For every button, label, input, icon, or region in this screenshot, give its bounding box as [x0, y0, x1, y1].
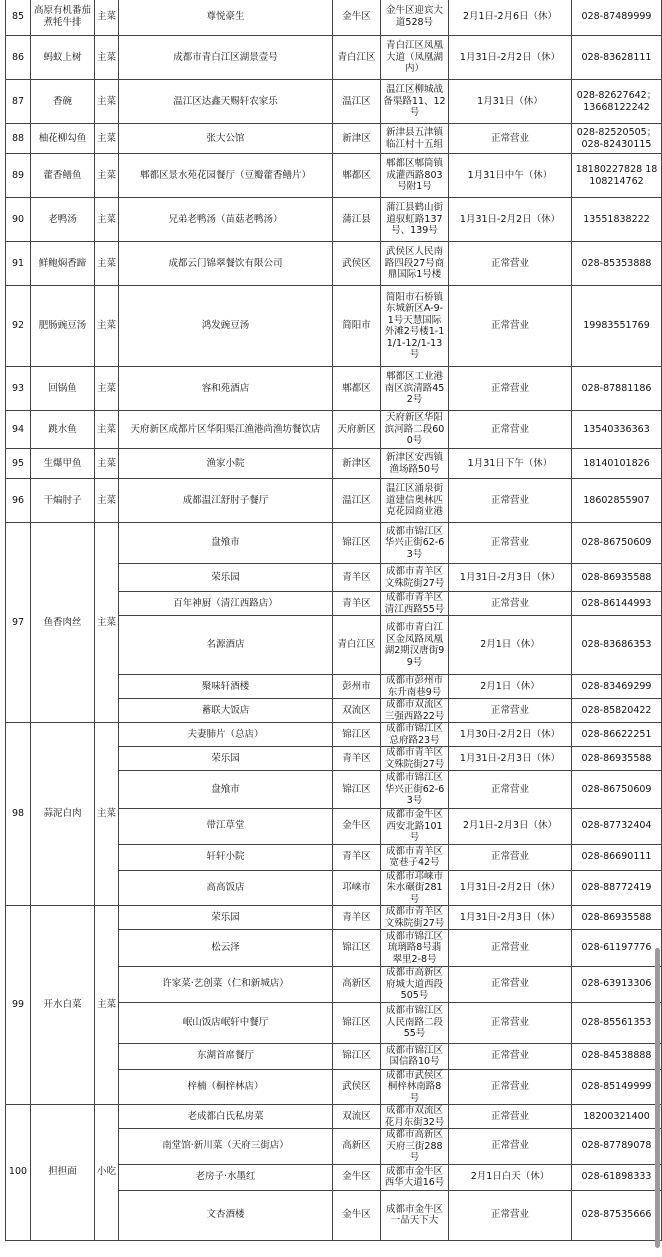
row-number: 100: [6, 1105, 31, 1241]
restaurant-name: 荣乐园: [119, 906, 333, 930]
district: 温江区: [333, 479, 381, 523]
district: 青羊区: [333, 592, 381, 616]
holiday-status: 1月31日-2月3日（休）: [449, 747, 572, 771]
table-row: [6, 1105, 662, 1129]
district: 青羊区: [333, 844, 381, 870]
dish-category: 主菜: [95, 367, 119, 411]
dish-category: 小吃: [95, 1105, 119, 1241]
holiday-status: 1月31日-2月2日（休）: [449, 198, 572, 242]
holiday-status: 1月31日中午（休）: [449, 154, 572, 198]
dish-name: 高原有机番茄煮牦牛排: [31, 0, 95, 36]
dish-name: 生爆甲鱼: [31, 449, 95, 479]
address: 成都市青羊区宽巷子42号: [381, 844, 449, 870]
phone: 028-82520505；028-82430115: [572, 124, 662, 154]
phone: 028-87489999: [572, 0, 662, 36]
row-number: 89: [6, 154, 31, 198]
table-row: [6, 124, 662, 154]
row-number: 95: [6, 449, 31, 479]
holiday-status: 1月31日（休）: [449, 80, 572, 124]
address: 成都市锦江区琉璃路8号翡翠里2-8号: [381, 930, 449, 967]
holiday-status: 正常营业: [449, 844, 572, 870]
restaurant-name: 渔家小院: [119, 449, 333, 479]
restaurant-name: 岷山饭店岷轩中餐厅: [119, 1002, 333, 1043]
dish-name: 肥肠豌豆汤: [31, 286, 95, 367]
holiday-status: 2月1日-2月6日（休）: [449, 0, 572, 36]
district: 金牛区: [333, 0, 381, 36]
district: 新津区: [333, 124, 381, 154]
row-number: 94: [6, 411, 31, 449]
holiday-status: 正常营业: [449, 771, 572, 809]
district: 郫都区: [333, 154, 381, 198]
dish-category: 主菜: [95, 0, 119, 36]
address: 温江区柳城战备渠路11、12号: [381, 80, 449, 124]
district: 简阳市: [333, 286, 381, 367]
restaurant-name: 文杏酒楼: [119, 1190, 333, 1240]
address: 武侯区人民南路四段27号商鼎国际1号楼: [381, 242, 449, 286]
address: 简阳市石桥镇东城新区A-9-1号天慧国际外滩2号楼1-11/1-12/1-13号: [381, 286, 449, 367]
address: 成都市锦江区人民南路二段55号: [381, 1002, 449, 1043]
dish-category: 主菜: [95, 449, 119, 479]
district: 双流区: [333, 1105, 381, 1129]
district: 青白江区: [333, 36, 381, 80]
phone: 028-87732404: [572, 809, 662, 845]
dish-name: 蚂蚁上树: [31, 36, 95, 80]
table-row: [6, 367, 662, 411]
restaurant-name: 盘飧市: [119, 523, 333, 564]
phone: 028-86750609: [572, 523, 662, 564]
phone: 028-61197776: [572, 930, 662, 967]
dish-category: 主菜: [95, 723, 119, 906]
holiday-status: 1月31日-2月2日（休）: [449, 36, 572, 80]
dish-category: 主菜: [95, 523, 119, 723]
phone: 028-83628111: [572, 36, 662, 80]
restaurant-name: 兄弟老鸭汤（苗菇老鸭汤）: [119, 198, 333, 242]
holiday-status: 2月1日（休）: [449, 675, 572, 699]
dish-category: 主菜: [95, 286, 119, 367]
district: 蒲江县: [333, 198, 381, 242]
holiday-status: 正常营业: [449, 1002, 572, 1043]
holiday-status: 正常营业: [449, 1069, 572, 1105]
district: 邛崃市: [333, 870, 381, 906]
restaurant-name: 尊悦豪生: [119, 0, 333, 36]
address: 成都市锦江区总府路23号: [381, 723, 449, 747]
dish-name: 跳水鱼: [31, 411, 95, 449]
dish-name: 藿香鳝鱼: [31, 154, 95, 198]
holiday-status: 正常营业: [449, 523, 572, 564]
holiday-status: 1月31日-2月3日（休）: [449, 564, 572, 592]
district: 锦江区: [333, 1043, 381, 1069]
phone: 028-87881186: [572, 367, 662, 411]
holiday-status: 正常营业: [449, 479, 572, 523]
holiday-status: 1月31日-2月3日（休）: [449, 906, 572, 930]
phone: 028-88772419: [572, 870, 662, 906]
address: 郫都区工业港南区滨清路452号: [381, 367, 449, 411]
address: 成都市青羊区文殊院街27号: [381, 564, 449, 592]
dish-category: 主菜: [95, 411, 119, 449]
phone: 18200321400: [572, 1105, 662, 1129]
address: 成都市青羊区文殊院街27号: [381, 906, 449, 930]
holiday-status: 正常营业: [449, 1043, 572, 1069]
phone: 028-82627642；13668122242: [572, 80, 662, 124]
restaurant-name: 成都云门锦翠餐饮有限公司: [119, 242, 333, 286]
address: 成都市青羊区文殊院街27号: [381, 747, 449, 771]
restaurant-name: 张大公馆: [119, 124, 333, 154]
holiday-status: 正常营业: [449, 1105, 572, 1129]
row-number: 86: [6, 36, 31, 80]
phone: 028-87789078: [572, 1129, 662, 1165]
table-row: [6, 36, 662, 80]
scrollbar[interactable]: [654, 0, 660, 1257]
dish-category: 主菜: [95, 154, 119, 198]
table-row: [6, 80, 662, 124]
phone: 028-84538888: [572, 1043, 662, 1069]
dish-name: 鲜鲍焖香蹄: [31, 242, 95, 286]
district: 青羊区: [333, 564, 381, 592]
address: 成都市双流区三强西路22号: [381, 699, 449, 723]
holiday-status: 正常营业: [449, 124, 572, 154]
restaurant-name: 南堂馆·新川菜（天府三街店）: [119, 1129, 333, 1165]
dish-category: 主菜: [95, 242, 119, 286]
district: 武侯区: [333, 1069, 381, 1105]
address: 成都市高新区府城大道西段505号: [381, 967, 449, 1003]
district: 青羊区: [333, 906, 381, 930]
restaurant-name: 郫都区景水苑花园餐厅（豆瓣藿香鳝片）: [119, 154, 333, 198]
dish-category: 主菜: [95, 36, 119, 80]
phone: 028-87535666: [572, 1190, 662, 1240]
district: 金牛区: [333, 809, 381, 845]
address: 成都市彭州市东升南巷9号: [381, 675, 449, 699]
district: 锦江区: [333, 771, 381, 809]
phone: 18602855907: [572, 479, 662, 523]
address: 金牛区迎宾大道528号: [381, 0, 449, 36]
address: 成都市青白江区金凤路凤凰湖2期汉唐街99号: [381, 616, 449, 675]
district: 锦江区: [333, 523, 381, 564]
district: 彭州市: [333, 675, 381, 699]
address: 蒲江县鹤山街道驭虹路137号、139号: [381, 198, 449, 242]
restaurant-name: 百年神厨（清江西路店）: [119, 592, 333, 616]
dish-category: 主菜: [95, 124, 119, 154]
table-row: [6, 723, 662, 747]
restaurant-name: 荣乐园: [119, 564, 333, 592]
phone: 028-86935588: [572, 747, 662, 771]
district: 青白江区: [333, 616, 381, 675]
phone: 028-85561353: [572, 1002, 662, 1043]
address: 天府新区华阳滨河路二段600号: [381, 411, 449, 449]
district: 郫都区: [333, 367, 381, 411]
district: 高新区: [333, 967, 381, 1003]
phone: 18140101826: [572, 449, 662, 479]
address: 温江区涌泉街道建信奥林匹克花园商业港: [381, 479, 449, 523]
address: 成都市锦江区华兴正街62-63号: [381, 771, 449, 809]
holiday-status: 正常营业: [449, 411, 572, 449]
restaurant-name: 荣乐园: [119, 747, 333, 771]
district: 天府新区: [333, 411, 381, 449]
row-number: 96: [6, 479, 31, 523]
address: 成都市锦江区国信路10号: [381, 1043, 449, 1069]
restaurant-name: 梓楠（桐梓林店）: [119, 1069, 333, 1105]
address: 成都市金牛区一品天下大: [381, 1190, 449, 1240]
phone: 028-83686353: [572, 616, 662, 675]
holiday-status: 正常营业: [449, 367, 572, 411]
district: 金牛区: [333, 1164, 381, 1190]
row-number: 87: [6, 80, 31, 124]
dish-category: 主菜: [95, 80, 119, 124]
dish-name: 担担面: [31, 1105, 95, 1241]
phone: 028-61898333: [572, 1164, 662, 1190]
holiday-status: 1月31日下午（休）: [449, 449, 572, 479]
address: 新津区安西镇渔场路50号: [381, 449, 449, 479]
restaurant-name: 成都温江舒肘子餐厅: [119, 479, 333, 523]
phone: 028-85353888: [572, 242, 662, 286]
phone: 028-86144993: [572, 592, 662, 616]
table-row: [6, 449, 662, 479]
address: 新津县五津镇临江村十五组: [381, 124, 449, 154]
table-row: [6, 906, 662, 930]
phone: 19983551769: [572, 286, 662, 367]
address: 成都市邛崃市朱水碾街281号: [381, 870, 449, 906]
phone: 028-86690111: [572, 844, 662, 870]
dish-category: 主菜: [95, 198, 119, 242]
district: 武侯区: [333, 242, 381, 286]
phone: 028-86750609: [572, 771, 662, 809]
row-number: 93: [6, 367, 31, 411]
restaurant-name: 温江区达鑫天赐轩农家乐: [119, 80, 333, 124]
dish-name: 老鸭汤: [31, 198, 95, 242]
holiday-status: 正常营业: [449, 592, 572, 616]
row-number: 91: [6, 242, 31, 286]
district: 温江区: [333, 80, 381, 124]
row-number: 92: [6, 286, 31, 367]
district: 新津区: [333, 449, 381, 479]
table-row: [6, 242, 662, 286]
district: 锦江区: [333, 930, 381, 967]
restaurant-name: 老成都白氏私房菜: [119, 1105, 333, 1129]
holiday-status: 正常营业: [449, 1129, 572, 1165]
district: 青羊区: [333, 747, 381, 771]
address: 青白江区凤凰大道（凤凰湖内）: [381, 36, 449, 80]
table-body: [6, 0, 662, 1240]
restaurant-name: 鸿发豌豆汤: [119, 286, 333, 367]
phone: 028-86935588: [572, 564, 662, 592]
restaurant-name: 轩轩小院: [119, 844, 333, 870]
table-row: [6, 479, 662, 523]
row-number: 99: [6, 906, 31, 1105]
restaurant-name: 成都市青白江区湖景壹号: [119, 36, 333, 80]
dish-name: 柚花柳勾鱼: [31, 124, 95, 154]
phone: 028-83469299: [572, 675, 662, 699]
holiday-status: 2月1日（休）: [449, 616, 572, 675]
phone: 13551838222: [572, 198, 662, 242]
address: 成都市武侯区桐梓林南路8号: [381, 1069, 449, 1105]
district: 高新区: [333, 1129, 381, 1165]
phone: 13540336363: [572, 411, 662, 449]
holiday-status: 正常营业: [449, 242, 572, 286]
address: 郫都区郫筒镇成灌西路803号附1号: [381, 154, 449, 198]
table-row: [6, 198, 662, 242]
address: 成都市金牛区西华大道16号: [381, 1164, 449, 1190]
address: 成都市青羊区清江西路55号: [381, 592, 449, 616]
restaurant-name: 带江草堂: [119, 809, 333, 845]
restaurant-name: 夫妻肺片（总店）: [119, 723, 333, 747]
restaurant-name: 东湖首席餐厅: [119, 1043, 333, 1069]
phone: 18180227828 18108214762: [572, 154, 662, 198]
dish-name: 香碗: [31, 80, 95, 124]
holiday-status: 正常营业: [449, 286, 572, 367]
phone: 028-86935588: [572, 906, 662, 930]
restaurant-name: 许家菜·艺创菜（仁和新城店）: [119, 967, 333, 1003]
address: 成都市锦江区华兴正街62-63号: [381, 523, 449, 564]
holiday-status: 正常营业: [449, 930, 572, 967]
dish-name: 蒜泥白肉: [31, 723, 95, 906]
district: 双流区: [333, 699, 381, 723]
address: 成都市高新区天府三街288号: [381, 1129, 449, 1165]
holiday-status: 2月1日白天（休）: [449, 1164, 572, 1190]
table-row: [6, 154, 662, 198]
dish-category: 主菜: [95, 906, 119, 1105]
row-number: 97: [6, 523, 31, 723]
holiday-status: 正常营业: [449, 1190, 572, 1240]
row-number: 90: [6, 198, 31, 242]
table-row: [6, 286, 662, 367]
restaurant-name: 盘飧市: [119, 771, 333, 809]
row-number: 85: [6, 0, 31, 36]
restaurant-name: 聚味轩酒楼: [119, 675, 333, 699]
dish-name: 干煸肘子: [31, 479, 95, 523]
holiday-status: 正常营业: [449, 699, 572, 723]
holiday-status: 2月1日-2月3日（休）: [449, 809, 572, 845]
holiday-status: 正常营业: [449, 967, 572, 1003]
row-number: 88: [6, 124, 31, 154]
holiday-status: 1月30日-2月2日（休）: [449, 723, 572, 747]
dish-name: 回锅鱼: [31, 367, 95, 411]
address: 成都市金牛区西安北路101号: [381, 809, 449, 845]
dish-name: 开水白菜: [31, 906, 95, 1105]
restaurant-table: [5, 0, 662, 1241]
holiday-status: 1月31日-2月2日（休）: [449, 870, 572, 906]
phone: 028-86622251: [572, 723, 662, 747]
dish-name: 鱼香肉丝: [31, 523, 95, 723]
restaurant-name: 松云泽: [119, 930, 333, 967]
restaurant-name: 高高饭店: [119, 870, 333, 906]
phone: 028-85149999: [572, 1069, 662, 1105]
table-row: [6, 0, 662, 36]
address: 成都市双流区花月东街32号: [381, 1105, 449, 1129]
phone: 028-85820422: [572, 699, 662, 723]
scrollbar-thumb[interactable]: [655, 948, 660, 1248]
phone: 028-63913306: [572, 967, 662, 1003]
restaurant-name: 名源酒店: [119, 616, 333, 675]
table-row: [6, 523, 662, 564]
restaurant-name: 天府新区成都片区华阳渠江渔港尚渔坊餐饮店: [119, 411, 333, 449]
restaurant-name: 老房子·水墨红: [119, 1164, 333, 1190]
row-number: 98: [6, 723, 31, 906]
restaurant-name: 蓄联大饭店: [119, 699, 333, 723]
district: 锦江区: [333, 723, 381, 747]
district: 锦江区: [333, 1002, 381, 1043]
dish-category: 主菜: [95, 479, 119, 523]
restaurant-name: 容和苑酒店: [119, 367, 333, 411]
district: 金牛区: [333, 1190, 381, 1240]
table-row: [6, 411, 662, 449]
